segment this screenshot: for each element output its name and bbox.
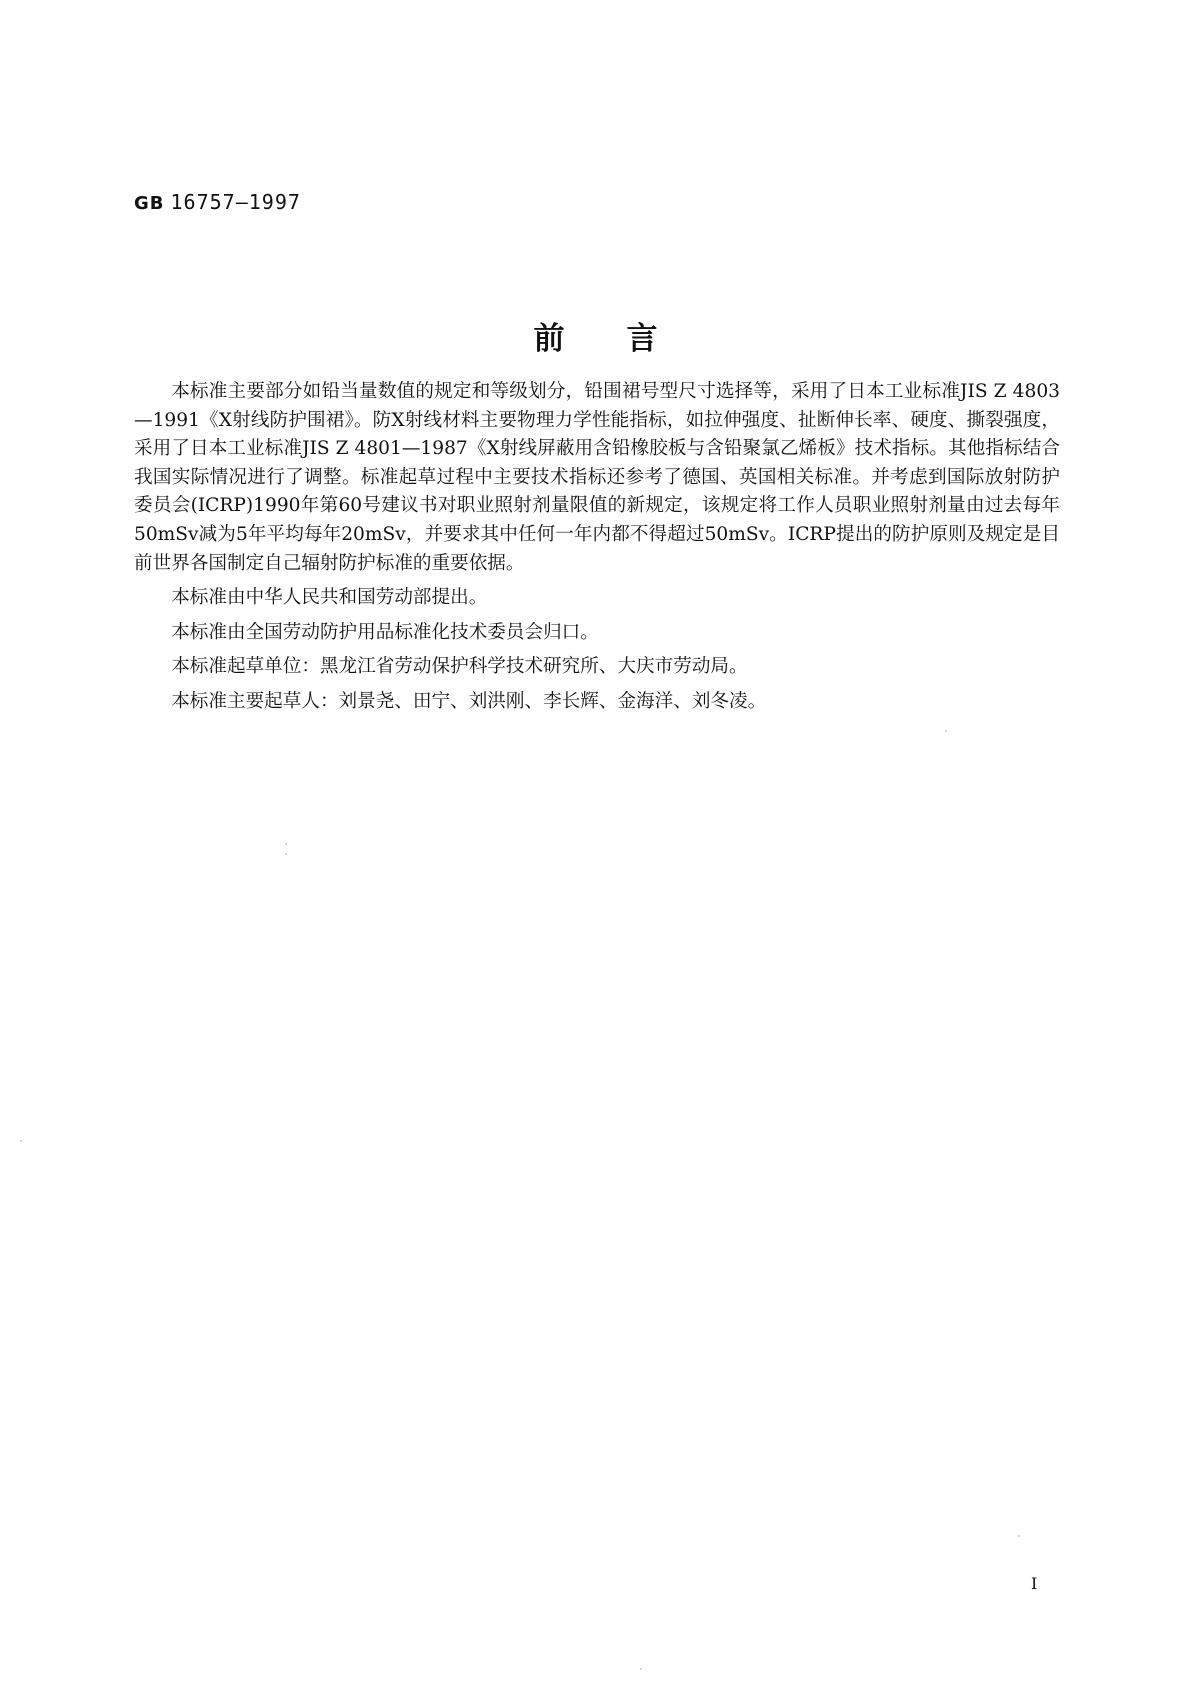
scan-speck bbox=[20, 1140, 22, 1142]
standard-number bbox=[134, 190, 301, 214]
standard-prefix: GB bbox=[134, 193, 165, 214]
paragraph-main: 本标准主要部分如铅当量数值的规定和等级划分，铅围裙号型尺寸选择等，采用了日本工业标准JIS Z 4803—1991《X射线防护围裙》。防X射线材料主要物理力学性能指标，如拉伸强度、扯断伸长率、硬度、撕裂强度，采用了日本工业标准JIS Z 4801—1987《X射线屏蔽用含铅橡胶板与含铅聚氯乙烯板》技术指标。其他指标结合我国实际情况进行了调整。标准起草过程中主要技术指标还参考了德国、英国相关标准。并考虑到国际放射防护委员会(ICRP)1990年第60号建议书对职业照射剂量限值的新规定，该规定将工作人员职业照射剂量由过去每年50mSv减为5年平均每年20mSv，并要求其中任何一年内都不得超过50mSv。ICRP提出的防护原则及规定是目前世界各国制定自己辐射防护标准的重要依据。 bbox=[134, 381, 1060, 574]
page-title: 前言 bbox=[533, 321, 720, 357]
foreword-body bbox=[134, 378, 1060, 723]
scan-speck bbox=[945, 730, 947, 732]
paragraph-drafters: 本标准主要起草人：刘景尧、田宁、刘洪刚、李长辉、金海洋、刘冬凌。 bbox=[171, 690, 767, 712]
scan-speck bbox=[285, 843, 287, 845]
scan-speck bbox=[1018, 1535, 1020, 1537]
page-number: I bbox=[1031, 1574, 1038, 1593]
scan-speck bbox=[640, 1668, 642, 1670]
standard-code: 16757—1997 bbox=[170, 190, 301, 214]
scan-speck bbox=[285, 853, 287, 855]
paragraph-proposer: 本标准由中华人民共和国劳动部提出。 bbox=[171, 587, 488, 609]
paragraph-committee: 本标准由全国劳动防护用品标准化技术委员会归口。 bbox=[171, 621, 599, 643]
paragraph-drafting-units: 本标准起草单位：黑龙江省劳动保护科学技术研究所、大庆市劳动局。 bbox=[171, 656, 748, 678]
